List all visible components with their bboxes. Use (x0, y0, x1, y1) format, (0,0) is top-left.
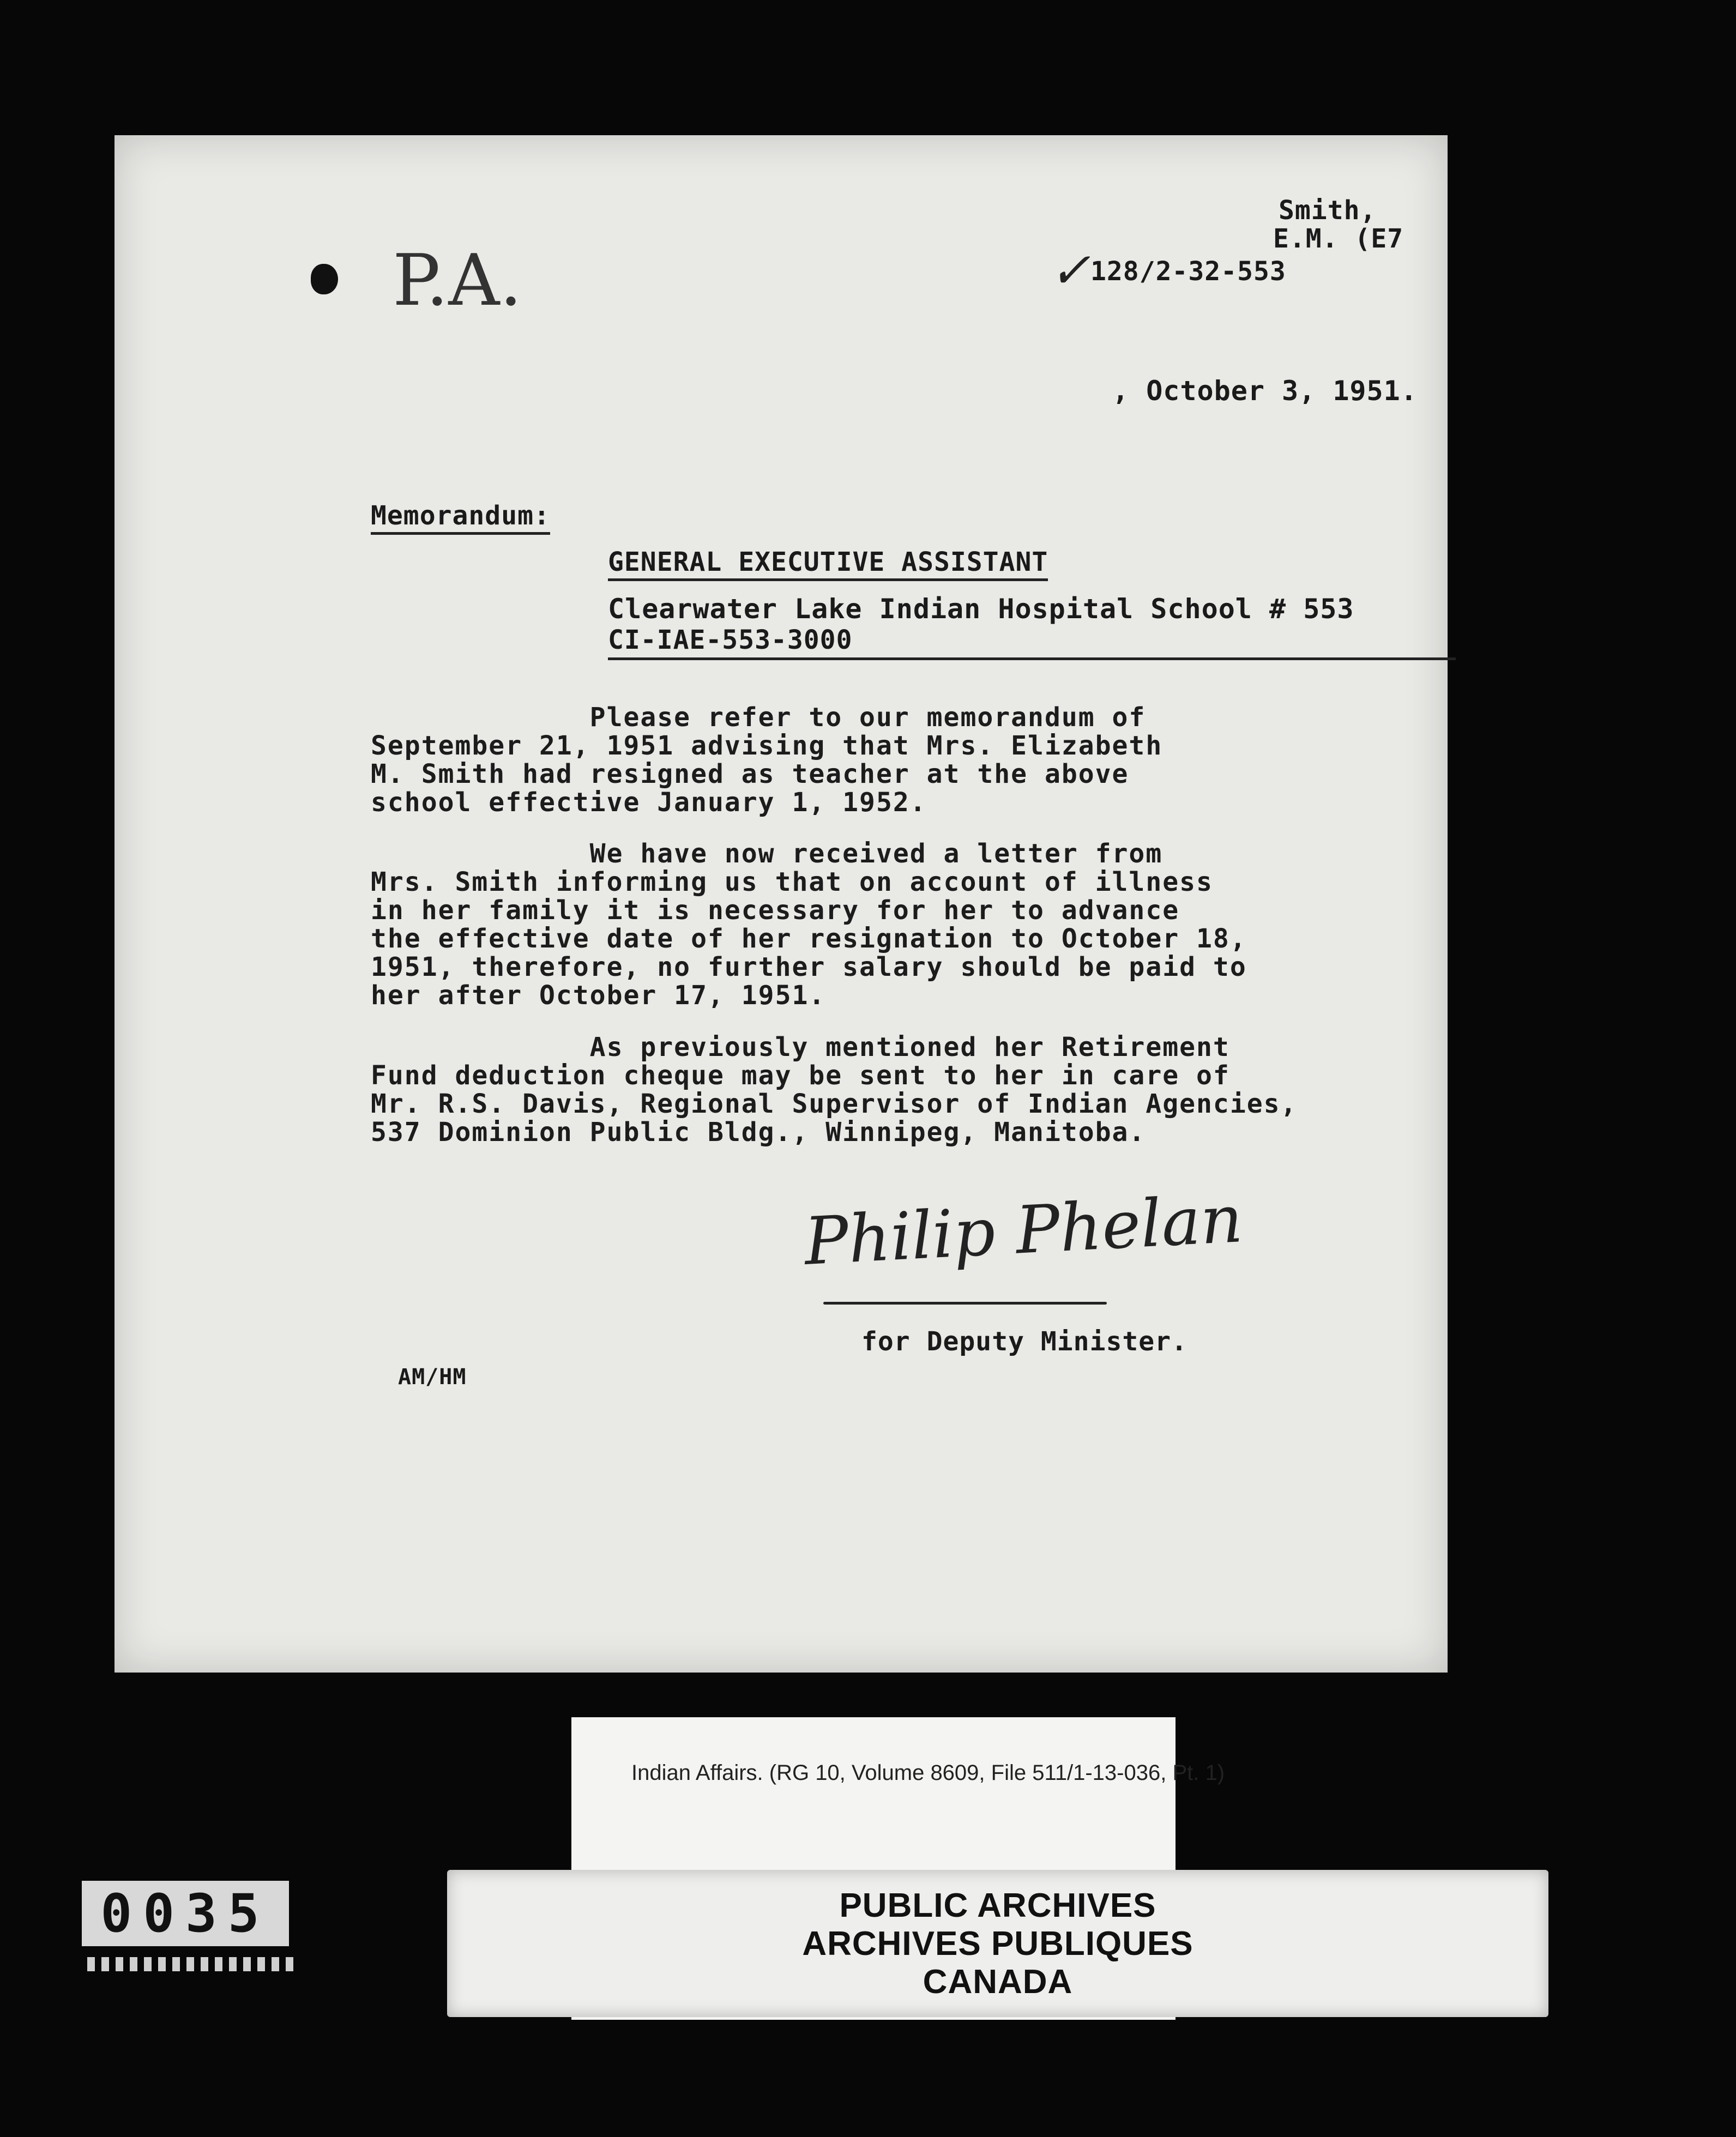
ink-blot-icon (311, 264, 338, 294)
body-line: Please refer to our memorandum of (371, 702, 1146, 733)
handwritten-initials: P.A. (393, 239, 522, 322)
body-line: 537 Dominion Public Bldg., Winnipeg, Manitoba. (371, 1117, 1146, 1148)
stamp-line-canada: CANADA (923, 1963, 1073, 2001)
body-line: September 21, 1951 advising that Mrs. Elizabeth (371, 731, 1163, 761)
file-name: Smith, (1279, 195, 1377, 226)
body-line: We have now received a letter from (371, 838, 1163, 869)
school-name: Clearwater Lake Indian Hospital School # 553 (608, 593, 1354, 625)
body-line: 1951, therefore, no further salary should be paid to (371, 952, 1247, 982)
body-line: Mr. R.S. Davis, Regional Supervisor of Indian Agencies, (371, 1089, 1298, 1119)
archive-citation: Indian Affairs. (RG 10, Volume 8609, File 511/1-13-036, Pt. 1) (631, 1761, 1225, 1785)
body-line: in her family it is necessary for her to advance (371, 895, 1180, 926)
body-line: As previously mentioned her Retirement (371, 1032, 1230, 1063)
typist-initials: AM/HM (398, 1365, 467, 1390)
body-line: M. Smith had resigned as teacher at the above (371, 759, 1129, 789)
file-initials: E.M. (E7 (1273, 224, 1404, 254)
reference-code: CI-IAE-553-3000 (608, 625, 853, 655)
reference-underline (608, 657, 1456, 660)
stamp-line-public-archives: PUBLIC ARCHIVES (839, 1887, 1156, 1924)
addressee: GENERAL EXECUTIVE ASSISTANT (608, 547, 1048, 581)
body-line: her after October 17, 1951. (371, 980, 826, 1011)
memo-date: , October 3, 1951. (1112, 375, 1418, 407)
body-line: school effective January 1, 1952. (371, 787, 927, 818)
body-line: the effective date of her resignation to October 18, (371, 923, 1247, 954)
memorandum-label: Memorandum: (371, 500, 550, 535)
signature-underline (823, 1302, 1107, 1305)
frame-number-text: 0035 (82, 1881, 289, 1946)
archive-stamp (447, 1870, 1548, 2017)
file-number: 128/2-32-553 (1090, 256, 1286, 287)
memo-page (114, 135, 1448, 1673)
film-perforation (87, 1957, 294, 1971)
body-line: Fund deduction cheque may be sent to her in care of (371, 1060, 1230, 1091)
signature-title: for Deputy Minister. (861, 1326, 1188, 1357)
body-line: Mrs. Smith informing us that on account of illness (371, 867, 1213, 897)
frame-number (82, 1881, 289, 1946)
check-mark: ✓ (1050, 242, 1091, 299)
signature: Philip Phelan (802, 1181, 1245, 1280)
stamp-line-archives-publiques: ARCHIVES PUBLIQUES (802, 1925, 1194, 1963)
